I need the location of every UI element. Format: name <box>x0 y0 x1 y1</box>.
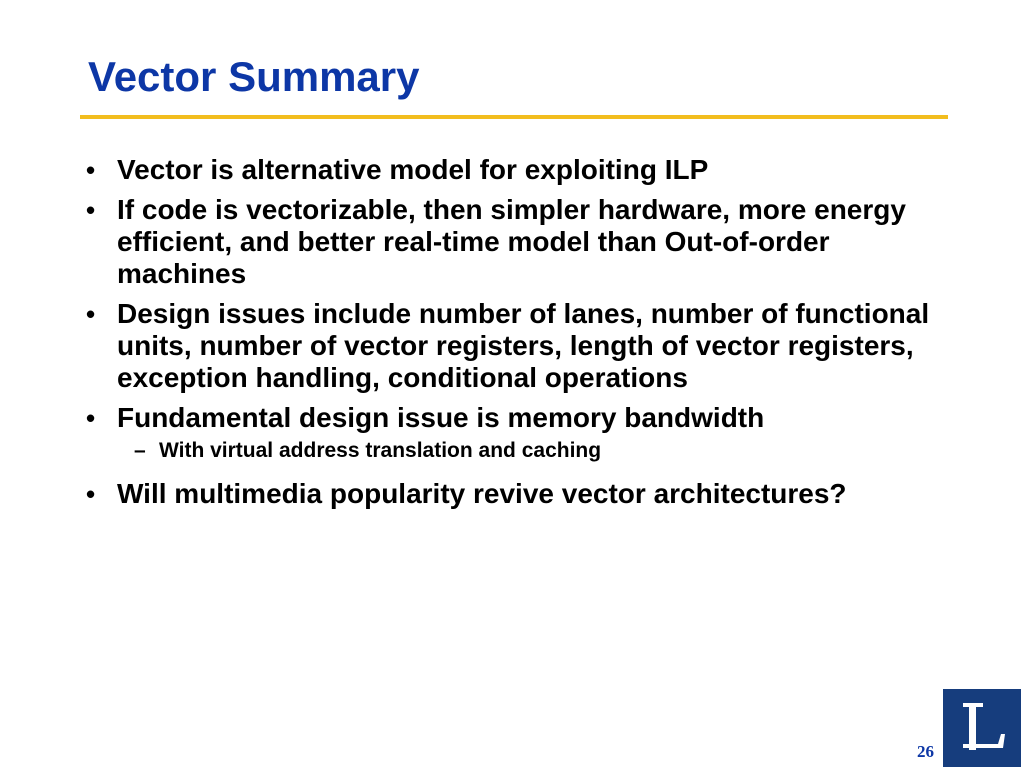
bullet-dot-icon: • <box>86 403 96 433</box>
title-underline <box>80 115 948 119</box>
bullet-text: Will multimedia popularity revive vector architectures? <box>117 478 847 509</box>
bullet-item <box>86 298 958 394</box>
sub-bullet-text: With virtual address translation and caching <box>159 439 602 462</box>
bullet-dot-icon: • <box>86 155 96 185</box>
bullet-text: Design issues include number of lanes, number of functional units, number of vector registers, length of vector registers, exception handling, conditional operations <box>117 298 930 393</box>
bullet-text: Vector is alternative model for exploiting ILP <box>117 154 709 185</box>
bullet-dot-icon: • <box>86 299 96 329</box>
sub-bullet-item <box>134 438 958 464</box>
university-logo <box>943 689 1021 767</box>
bullet-dot-icon: • <box>86 479 96 509</box>
bullet-list <box>86 154 958 518</box>
bullet-item <box>86 402 958 464</box>
logo-letter: L <box>981 731 983 732</box>
bullet-text: Fundamental design issue is memory bandwidth <box>117 402 765 433</box>
bullet-item <box>86 478 958 510</box>
bullet-text: If code is vectorizable, then simpler hardware, more energy efficient, and better real-time model than Out-of-order machines <box>117 194 906 289</box>
page-number: 26 <box>917 742 934 761</box>
bullet-dot-icon: • <box>86 195 96 225</box>
logo-mark <box>943 689 1021 767</box>
dash-icon: – <box>134 439 146 462</box>
bullet-item <box>86 154 958 186</box>
sub-bullet-list <box>117 438 958 464</box>
bullet-item <box>86 194 958 290</box>
slide-title: Vector Summary <box>88 53 420 100</box>
